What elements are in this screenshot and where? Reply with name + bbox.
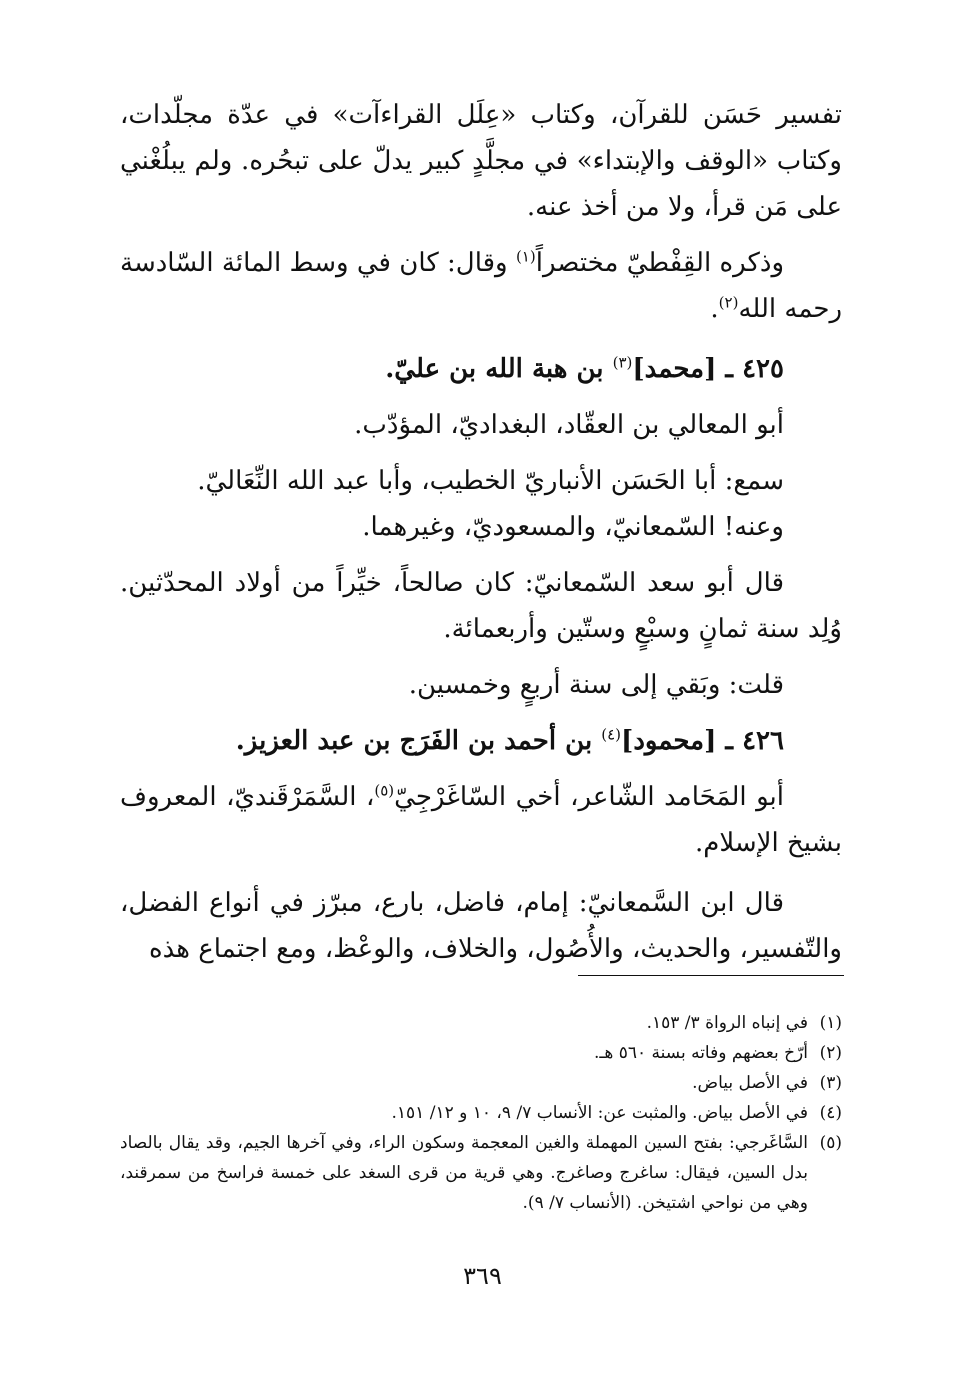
footnote-ref-3[interactable]: (٣)	[612, 353, 633, 372]
paragraph-qifti-text-b: وقال: كان في وسط المائة السّادسة رحمه الله	[120, 248, 842, 324]
footnote-number: (٢)	[819, 1043, 842, 1063]
footnote-number: (٤)	[819, 1103, 842, 1123]
paragraph-ibn-samani: قال ابن السَّمعانيّ: إمام، فاضل، بارع، مبرّز في أنواع الفضل، والتّفسير، والحديث، والأُصُول، والخلاف، والوعْظ، ومع اجتماع هذه	[120, 888, 842, 964]
footnotes	[120, 1008, 842, 1218]
entry-heading-425	[120, 346, 842, 392]
entry-426-rest: بن أحمد بن الفَرَج بن عبد العزيز.	[235, 726, 602, 756]
page-number: ٣٦٩	[463, 1262, 502, 1290]
footnote-2	[120, 1038, 842, 1068]
paragraph-author-note: قلت: وبَقي إلى سنة أربعٍ وخمسين.	[408, 670, 784, 700]
footnote-number: (٣)	[819, 1073, 842, 1093]
footnote-text: السَّاغَرجي: بفتح السين المهملة والغين المعجمة وسكون الراء، وفي آخرها الجيم، وقد يقال بالصاد بدل السين، فيقال: ساغرج وصاغرج. وهي قرية من قرى السغد على خمسة فراسخ من سمرقند، وهي من نواحي اشتيخن. (الأنساب ٧/ ٩).	[120, 1133, 808, 1213]
footnote-number: (١)	[819, 1013, 842, 1033]
footnote-ref-2[interactable]: (٢)	[718, 293, 739, 312]
paragraph-kunya-426-text-a: أبو المَحَامد الشّاعر، أخي السّاغَرْجِيّ	[394, 782, 784, 812]
entry-425-lead: ٤٢٥ ـ [محمد]	[632, 354, 784, 384]
main-text	[120, 92, 842, 972]
entry-425-rest: بن هبة الله بن عليّ.	[385, 354, 613, 384]
paragraph-qifti-text-c: .	[710, 294, 719, 324]
paragraph-heard-from: سمع: أبا الحَسَن الأنباريّ الخطيب، وأبا عبد الله النِّعَاليّ.	[197, 466, 784, 496]
footnote-4	[120, 1098, 842, 1128]
paragraph-samani-quote: قال أبو سعد السّمعانيّ: كان صالحاً، خيِّراً من أولاد المحدّثين. وُلِد سنة ثمانٍ وسبْعٍ وستّين وأربعمائة.	[120, 568, 842, 644]
footnote-text: في الأصل بياض. والمثبت عن: الأنساب ٧/ ٩، ١٠ و ١٢/ ١٥١.	[391, 1103, 808, 1123]
paragraph-kunya-426-text-b: ، السَّمَرْقَنديّ، المعروف بشيخ الإسلام.	[120, 782, 842, 858]
paragraph-continuation: تفسير حَسَن للقرآن، وكتاب «عِلَل القراءآت» في عدّة مجلّدات، وكتاب «الوقف والإبتداء» في مجلَّدٍ كبير يدلّ على تبحُره. ولم يبلُغْني على مَن قرأ، ولا من أخذ عنه.	[120, 100, 842, 222]
footnote-ref-4[interactable]: (٤)	[601, 725, 622, 744]
footnote-separator	[578, 975, 844, 976]
footnote-3	[120, 1068, 842, 1098]
paragraph-narrated-by: وعنه! السّمعانيّ، والمسعوديّ، وغيرهما.	[362, 512, 784, 542]
footnote-5	[120, 1128, 842, 1218]
paragraph-kunya-426	[120, 774, 842, 866]
entry-heading-426	[120, 718, 842, 764]
footnote-ref-1[interactable]: (١)	[515, 247, 536, 266]
footnote-ref-5[interactable]: (٥)	[374, 781, 395, 800]
footnote-text: في إنباه الرواة ٣/ ١٥٣.	[646, 1013, 808, 1033]
footnote-number: (٥)	[819, 1133, 842, 1153]
footnote-text: أرّخ بعضهم وفاته بسنة ٥٦٠ هـ.	[593, 1043, 808, 1063]
entry-426-lead: ٤٢٦ ـ [محمود]	[621, 726, 784, 756]
footnote-1	[120, 1008, 842, 1038]
paragraph-kunya-425: أبو المعالي بن العقّاد، البغداديّ، المؤدّب.	[354, 410, 784, 440]
paragraph-qifti-text-a: وذكره القِفْطيّ مختصراً	[535, 248, 784, 278]
footnote-text: في الأصل بياض.	[692, 1073, 808, 1093]
paragraph-qifti	[120, 240, 842, 332]
